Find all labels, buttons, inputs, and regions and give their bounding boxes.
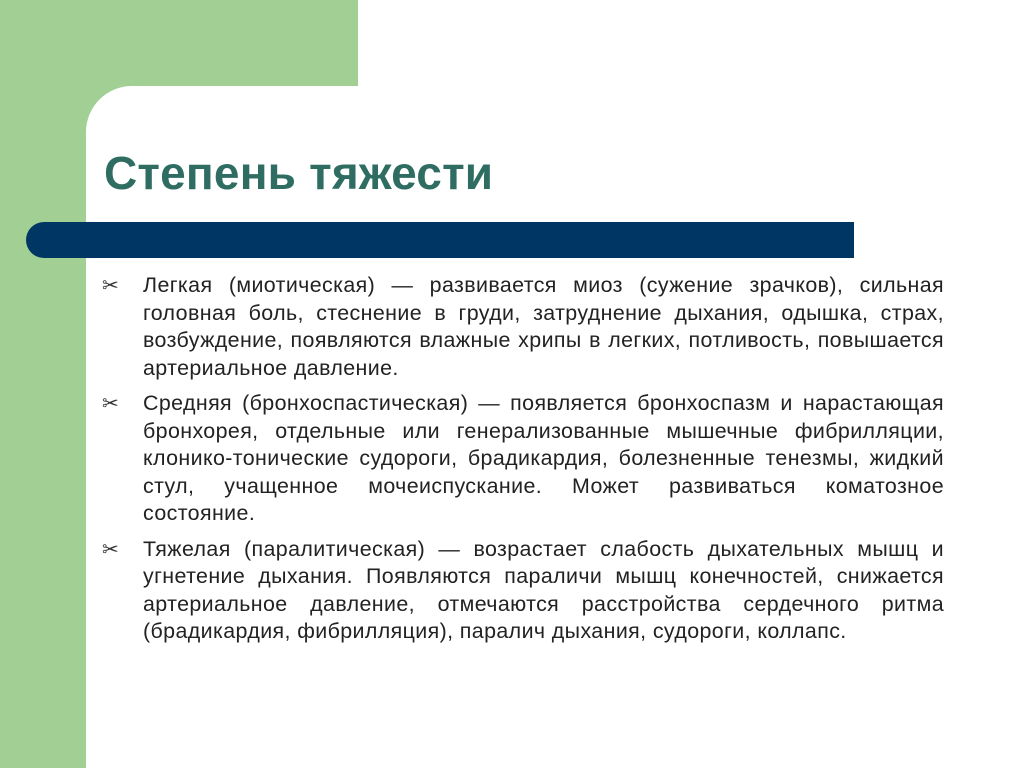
list-item — [102, 272, 944, 382]
title-underline-bar — [26, 222, 854, 258]
list-item — [102, 390, 944, 528]
bullet-text: Средняя (бронхоспастическая) — появляется бронхоспазм и нарастающая бронхорея, отдельные или генерализованные мышечные фибрилляции, клонико-тонические судороги, брадикардия, болезненные тенезмы, жидкий стул, учащенное мочеиспускание. Может развиваться коматозное состояние. — [143, 391, 944, 525]
bullet-text: Легкая (миотическая) — развивается миоз (сужение зрачков), сильная головная боль, стеснение в груди, затруднение дыхания, одышка, страх, возбуждение, появляются влажные хрипы в легких, потливость, повышается артериальное давление. — [143, 273, 944, 380]
bullet-text: Тяжелая (паралитическая) — возрастает слабость дыхательных мышц и угнетение дыхания. Появляются параличи мышц конечностей, снижается артериальное давление, отмечаются расстройства сердечного ритма (брадикардия, фибрилляция), паралич дыхания, судороги, коллапс. — [143, 536, 944, 643]
list-item — [102, 536, 944, 646]
slide-title: Степень тяжести — [104, 147, 494, 199]
bullet-list — [102, 272, 944, 654]
scissors-icon: ✂ — [102, 538, 119, 561]
scissors-icon: ✂ — [102, 275, 119, 297]
scissors-icon: ✂ — [102, 393, 119, 415]
